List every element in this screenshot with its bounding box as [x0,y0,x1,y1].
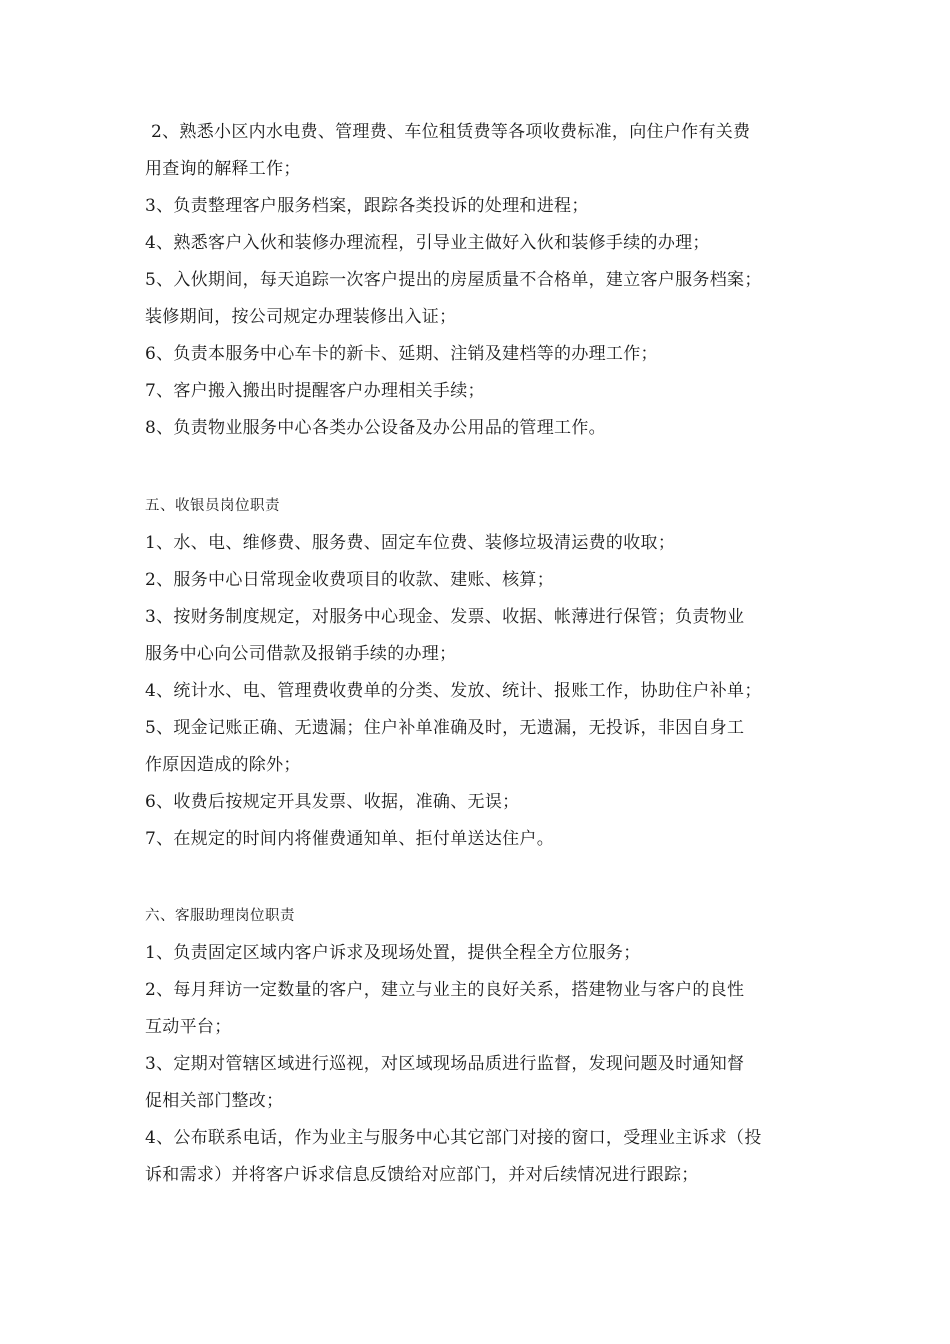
paragraph-line: 7、客户搬入搬出时提醒客户办理相关手续； [145,381,485,401]
section-heading: 五、收银员岗位职责 [145,498,280,514]
paragraph-line: 3、按财务制度规定，对服务中心现金、发票、收据、帐薄进行保管；负责物业 [145,607,745,627]
paragraph-line: 作原因造成的除外； [145,755,301,775]
paragraph-line: 8、负责物业服务中心各类办公设备及办公用品的管理工作。 [145,418,606,438]
section-six [145,898,810,1194]
paragraph-line: 促相关部门整改； [145,1091,284,1111]
paragraph-line: 2、熟悉小区内水电费、管理费、车位租赁费等各项收费标准，向住户作有关费 [151,122,751,142]
paragraph-line: 4、熟悉客户入伙和装修办理流程，引导业主做好入伙和装修手续的办理； [145,233,710,253]
paragraph-line: 互动平台； [145,1017,232,1037]
paragraph-line: 1、负责固定区域内客户诉求及现场处置，提供全程全方位服务； [145,943,641,963]
paragraph-line: 1、水、电、维修费、服务费、固定车位费、装修垃圾清运费的收取； [145,533,676,553]
section-four-continued [145,114,810,447]
paragraph-line: 2、服务中心日常现金收费项目的收款、建账、核算； [145,570,555,590]
paragraph-line: 服务中心向公司借款及报销手续的办理； [145,644,457,664]
paragraph-line: 6、负责本服务中心车卡的新卡、延期、注销及建档等的办理工作； [145,344,658,364]
paragraph-line: 2、每月拜访一定数量的客户，建立与业主的良好关系，搭建物业与客户的良性 [145,980,745,1000]
paragraph-line: 3、定期对管辖区域进行巡视，对区域现场品质进行监督，发现问题及时通知督 [145,1054,745,1074]
paragraph-line: 5、入伙期间，每天追踪一次客户提出的房屋质量不合格单，建立客户服务档案； [145,270,762,290]
paragraph-line: 用查询的解释工作； [145,159,301,179]
paragraph-line: 4、公布联系电话，作为业主与服务中心其它部门对接的窗口，受理业主诉求（投 [145,1128,762,1148]
section-five [145,488,810,858]
paragraph-line: 3、负责整理客户服务档案，跟踪各类投诉的处理和进程； [145,196,589,216]
paragraph-line: 6、收费后按规定开具发票、收据，准确、无误； [145,792,520,812]
paragraph-line: 装修期间，按公司规定办理装修出入证； [145,307,457,327]
paragraph-line: 5、现金记账正确、无遗漏；住户补单准确及时，无遗漏，无投诉，非因自身工 [145,718,745,738]
paragraph-line: 7、在规定的时间内将催费通知单、拒付单送达住户。 [145,829,555,849]
section-heading: 六、客服助理岗位职责 [145,908,295,924]
paragraph-line: 4、统计水、电、管理费收费单的分类、发放、统计、报账工作，协助住户补单； [145,681,762,701]
paragraph-line: 诉和需求）并将客户诉求信息反馈给对应部门，并对后续情况进行跟踪； [145,1165,699,1185]
